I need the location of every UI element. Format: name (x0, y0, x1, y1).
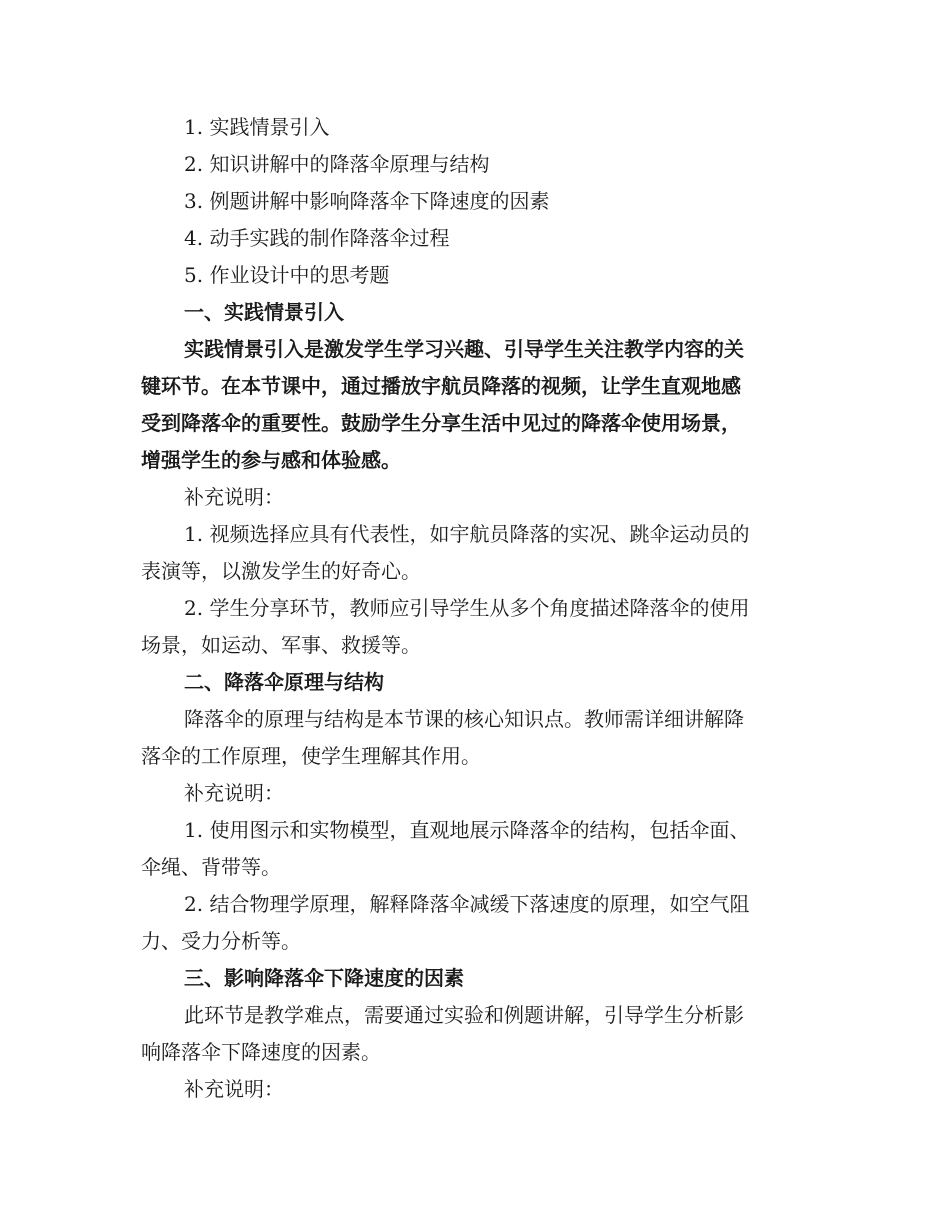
outline-item-1: 1. 实践情景引入 (184, 115, 330, 139)
outline-item-4: 4. 动手实践的制作降落伞过程 (184, 226, 450, 250)
section3-supplement-label: 补充说明： (184, 1077, 284, 1101)
section1-note-line: 表演等，以激发学生的好奇心。 (141, 559, 421, 583)
section2-supplement-label: 补充说明： (184, 781, 284, 805)
outline-item-3: 3. 例题讲解中影响降落伞下降速度的因素 (184, 189, 550, 213)
section2-note-line: 伞绳、背带等。 (141, 855, 281, 879)
section-heading-2: 二、降落伞原理与结构 (184, 670, 384, 694)
section-heading-1: 一、实践情景引入 (184, 300, 344, 324)
section2-note-line: 力、受力分析等。 (141, 929, 301, 953)
section1-paragraph-line: 受到降落伞的重要性。鼓励学生分享生活中见过的降落伞使用场景， (141, 411, 741, 435)
section-heading-3: 三、影响降落伞下降速度的因素 (184, 966, 464, 990)
outline-item-5: 5. 作业设计中的思考题 (184, 263, 390, 287)
section1-paragraph-line: 键环节。在本节课中，通过播放宇航员降落的视频，让学生直观地感 (141, 374, 741, 398)
section2-note-line: 2. 结合物理学原理，解释降落伞减缓下落速度的原理，如空气阻 (184, 892, 750, 916)
section2-paragraph-line: 降落伞的原理与结构是本节课的核心知识点。教师需详细讲解降 (184, 707, 744, 731)
section1-paragraph-line: 增强学生的参与感和体验感。 (141, 448, 401, 472)
outline-item-2: 2. 知识讲解中的降落伞原理与结构 (184, 152, 490, 176)
section1-note-line: 2. 学生分享环节，教师应引导学生从多个角度描述降落伞的使用 (184, 596, 750, 620)
section2-note-line: 1. 使用图示和实物模型，直观地展示降落伞的结构，包括伞面、 (184, 818, 750, 842)
section1-paragraph-line: 实践情景引入是激发学生学习兴趣、引导学生关注教学内容的关 (184, 337, 744, 361)
section1-note-line: 1. 视频选择应具有代表性，如宇航员降落的实况、跳伞运动员的 (184, 522, 750, 546)
section3-paragraph-line: 响降落伞下降速度的因素。 (141, 1040, 381, 1064)
section3-paragraph-line: 此环节是教学难点，需要通过实验和例题讲解，引导学生分析影 (184, 1003, 744, 1027)
section1-note-line: 场景，如运动、军事、救援等。 (141, 633, 421, 657)
section2-paragraph-line: 落伞的工作原理，使学生理解其作用。 (141, 744, 481, 768)
section1-supplement-label: 补充说明： (184, 485, 284, 509)
